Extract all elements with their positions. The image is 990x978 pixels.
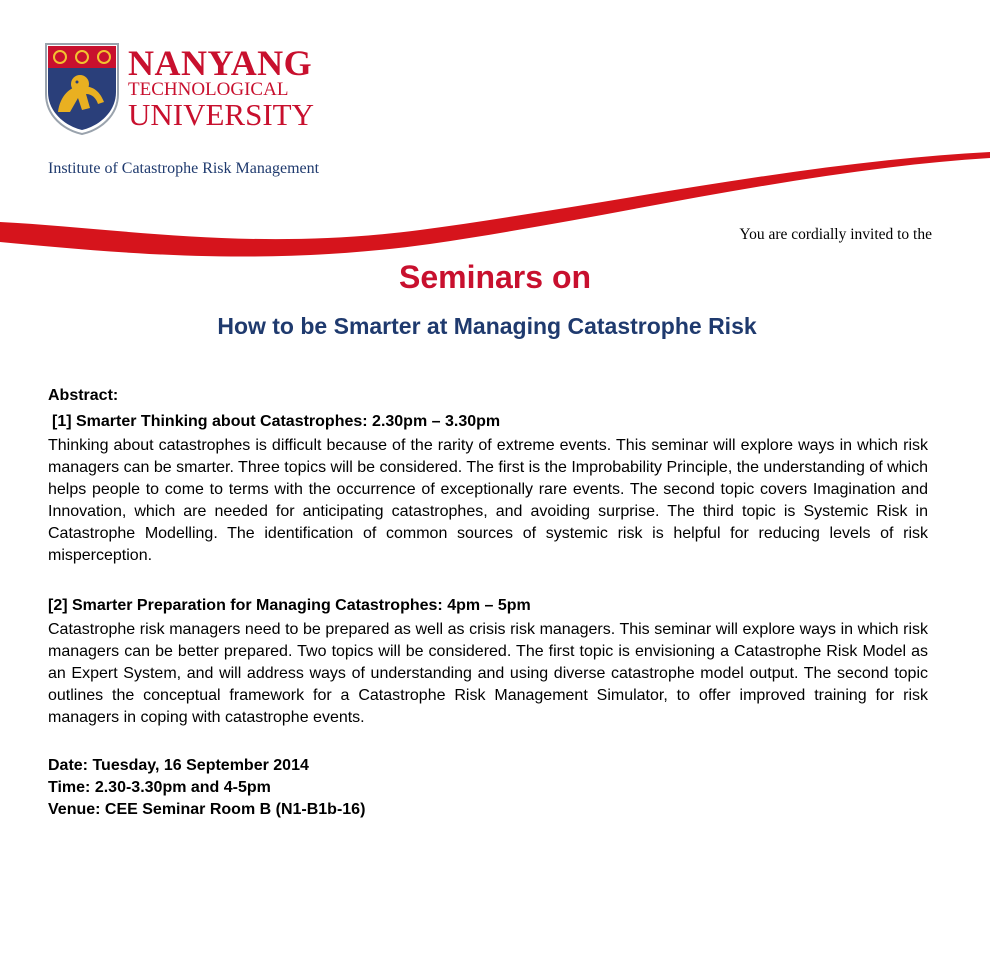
invitation-line: You are cordially invited to the [739,226,932,243]
institute-name: Institute of Catastrophe Risk Management [48,160,320,177]
abstract-section [48,385,928,821]
university-crest-icon [44,42,120,136]
university-wordmark [128,43,314,132]
page-subtitle: How to be Smarter at Managing Catastrophe Risk [217,313,757,339]
seminar-1-heading: [1] Smarter Thinking about Catastrophes: 2.30pm – 3.30pm [52,413,501,430]
seminar-2-heading: [2] Smarter Preparation for Managing Catastrophes: 4pm – 5pm [48,597,531,614]
seminar-time: Time: 2.30-3.30pm and 4-5pm [48,779,271,796]
abstract-label: Abstract: [48,387,119,404]
seminar-date: Date: Tuesday, 16 September 2014 [48,757,309,774]
logo-line-1: NANYANG [128,43,313,83]
logo-line-2: TECHNOLOGICAL [128,79,289,100]
seminar-2-body: Catastrophe risk managers need to be prepared as well as crisis risk managers. This seminar will explore ways in which risk managers can be better prepared. Two topics will be considered. The first topic is envisioning a Catastrophe Risk Model as an Expert System, and will address ways of understanding and using diverse catastrophe model output. The second topic outlines the conceptual framework for a Catastrophe Risk Management Simulator, to offer improved training for risk managers in coping with catastrophe events. [48,621,928,726]
university-logo [44,42,314,142]
seminar-1-body: Thinking about catastrophes is difficult because of the rarity of extreme events. This seminar will explore ways in which risk managers can be smarter. Three topics will be considered. The first is the Improbability Principle, the understanding of which helps people to come to terms with the occurrence of exceptionally rare events. The second topic covers Imagination and Innovation, which are needed for anticipating catastrophes, and avoiding surprise. The third topic is Systemic Risk in Catastrophe Modelling. The identification of common sources of systemic risk is helpful for reducing levels of risk misperception. [48,437,928,564]
page-title: Seminars on [398,259,592,295]
seminar-venue: Venue: CEE Seminar Room B (N1-B1b-16) [48,801,366,818]
logo-line-3: UNIVERSITY [128,97,314,132]
